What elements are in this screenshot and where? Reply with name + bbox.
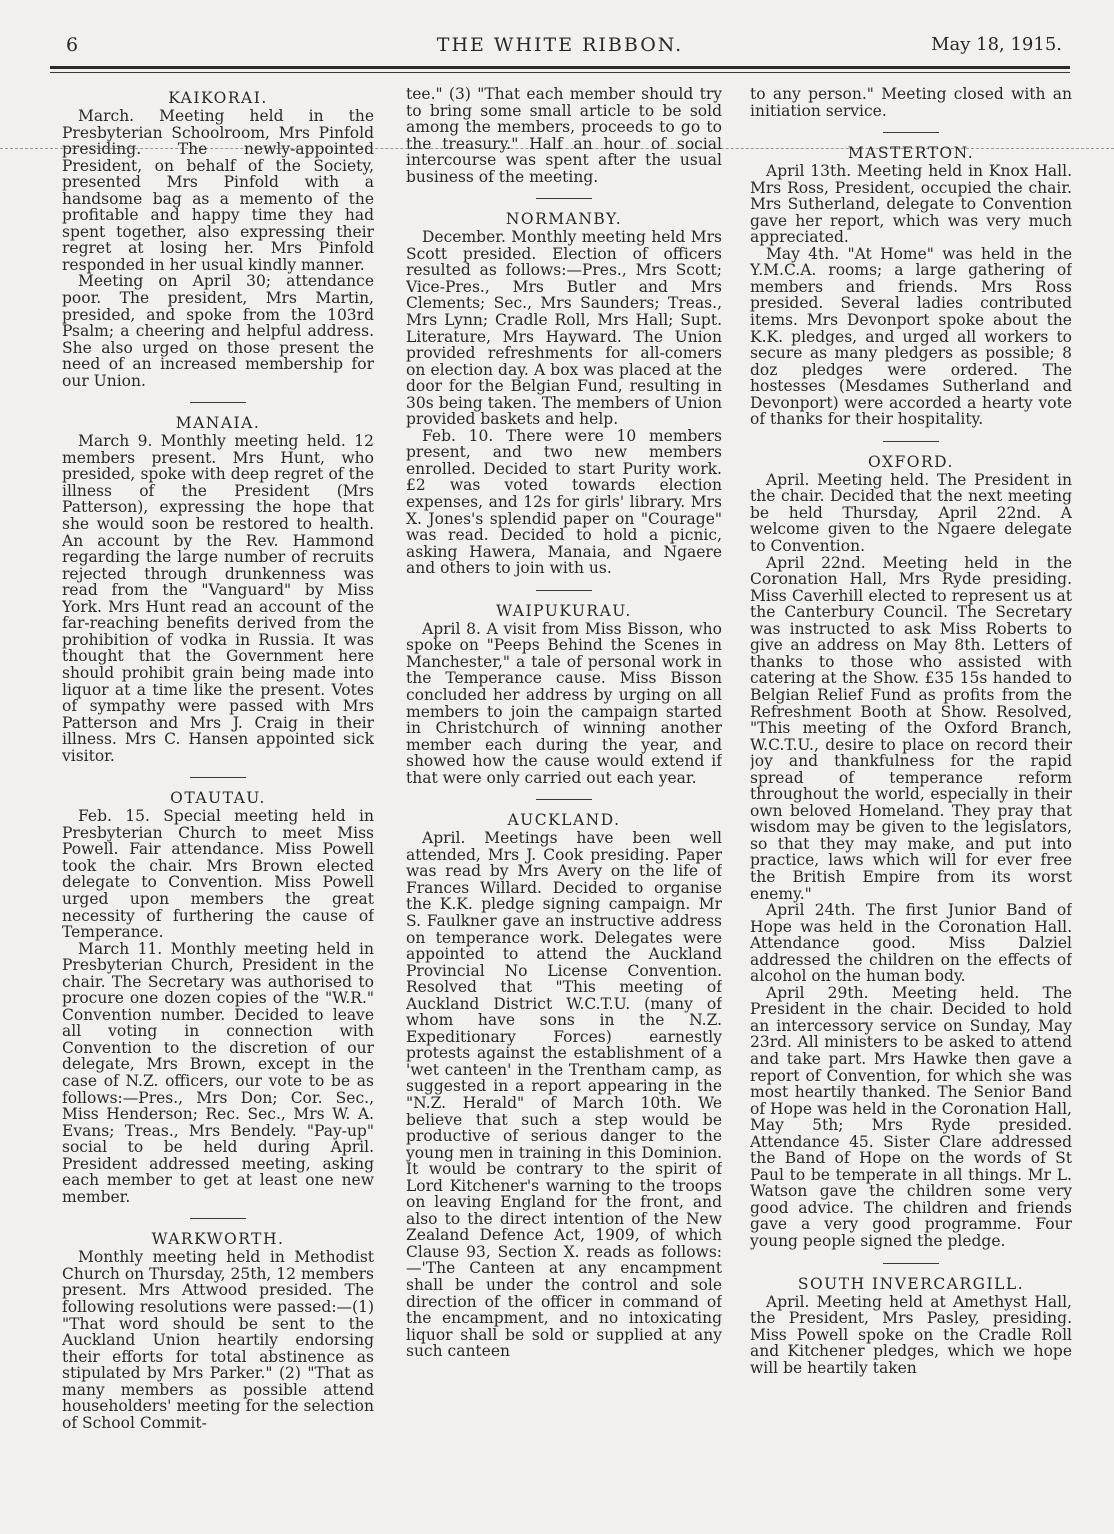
column-1 [62,86,374,1526]
column-2 [406,86,722,1526]
report-paragraph: May 4th. "At Home" was held in the Y.M.C.A. rooms; a large gathering of members and friends. Mrs Ross presided. Several ladies contributed items. Mrs Devonport spoke about the K.K. pledges, and urged all workers to secure as many pledgers as possible; 8 doz pledges were ordered. The hostesses (Mesdames Sutherland and Devonport) were accorded a hearty vote of thanks for their hospitality. [750,244,1072,429]
branch-heading: WARKWORTH. [151,1230,285,1249]
branch-heading: OXFORD. [868,452,954,471]
section-divider [883,1263,939,1264]
continued-paragraph: tee." (3) "That each member should try to bring some small article to be sold among the members, proceeds to go to the treasury." Half an hour of social intercourse was spent after the usual business of the meeting. [406,86,722,186]
section-divider [190,1218,246,1219]
section-divider [883,441,939,442]
report-paragraph: Feb. 10. There were 10 members present, and two new members enrolled. Decided to start Purity work. £2 was voted towards election expenses, and 12s for girls' library. Mrs X. Jones's splendid paper on "Courage" was read. Decided to hold a picnic, asking Hawera, Manaia, and Ngaere and others to join with us. [406,426,722,578]
branch-heading: KAIKORAI. [168,89,268,107]
publication-title: THE WHITE RIBBON. [436,34,684,56]
report-paragraph: December. Monthly meeting held Mrs Scott presided. Election of officers resulted as follows:—Pres., Mrs Scott; Vice-Pres., Mrs Butler and Mrs Clements; Sec., Mrs Saunders; Treas., Mrs Lynn; Cradle Roll, Mrs Hall; Supt. Literature, Mrs Hayward. The Union provided refreshments for all-comers on election day. A box was placed at the door for the Belgian Fund, resulting in 30s being taken. The members of Union provided baskets and help. [406,228,722,429]
branch-heading: OTAUTAU. [170,789,266,808]
issue-date: May 18, 1915. [931,34,1062,55]
report-paragraph: April. Meeting held at Amethyst Hall, the President, Mrs Pasley, presiding. Miss Powell spoke on the Cradle Roll and Kitchener pledges, which we hope will be heartily taken [750,1292,1072,1377]
report-paragraph: March 11. Monthly meeting held in Presbyterian Church, President in the chair. The Secretary was authorised to procure one dozen copies of the "W.R." Convention number. Decided to leave all voting in connection with Convention to the discretion of our delegate, Mrs Brown, except in the case of N.Z. officers, our vote to be as follows:—Pres., Mrs Don; Cor. Sec., Miss Henderson; Rec. Sec., Mrs W. A. Evans; Treas., Mrs Bendely. "Pay-up" social to be held during April. President addressed meeting, asking each member to get at least one new member. [62,939,374,1206]
section-divider [536,198,592,199]
report-paragraph: April 22nd. Meeting held in the Coronation Hall, Mrs Ryde presiding. Miss Caverhill elected to represent us at the Canterbury Council. The Secretary was instructed to ask Miss Roberts to give an address on May 8th. Letters of thanks to those who assisted with catering at the Show. £35 15s handed to Belgian Relief Fund as profits from the Refreshment Booth at Show. Resolved, "This meeting of the Oxford Branch, W.C.T.U., desire to place on record their joy and thankfulness for the rapid spread of temperance reform throughout the world, especially in their own beloved Homeland. They pray that wisdom may be given to the legislators, so that they may make, and put into practice, laws which will for ever free the British Empire from its worst enemy." [750,553,1072,903]
report-paragraph: April 24th. The first Junior Band of Hope was held in the Coronation Hall. Attendance good. Miss Dalziel addressed the children on the effects of alcohol on the human body. [750,901,1072,986]
report-paragraph: Meeting on April 30; attendance poor. The president, Mrs Martin, presided, and spoke from the 103rd Psalm; a cheering and helpful address. She also urged on those present the need of an increased membership for our Union. [62,272,374,390]
section-divider [190,777,246,778]
report-paragraph: April 13th. Meeting held in Knox Hall. Mrs Ross, President, occupied the chair. Mrs Sutherland, delegate to Convention gave her report, which was very much appreciated. [750,162,1072,247]
report-paragraph: Feb. 15. Special meeting held in Presbyterian Church to meet Miss Powell. Fair attendance. Miss Powell took the chair. Mrs Brown elected delegate to Convention. Miss Powell urged upon members the great necessity of furthering the cause of Temperance. [62,807,374,942]
branch-heading: MASTERTON. [847,144,975,163]
report-paragraph: April. Meeting held. The President in the chair. Decided that the next meeting be held Thursday, April 22nd. A welcome given to the Ngaere delegate to Convention. [750,470,1072,556]
branch-heading: AUCKLAND. [507,811,621,830]
section-divider [536,799,592,800]
branch-heading: WAIPUKURAU. [496,601,632,620]
section-divider [536,590,592,591]
continued-paragraph: to any person." Meeting closed with an initiation service. [750,86,1072,120]
report-paragraph: April. Meetings have been well attended, Mrs J. Cook presiding. Paper was read by Mrs Avery on the life of Frances Willard. Decided to organise the K.K. pledge signing campaign. Mr S. Faulkner gave an instructive address on temperance work. Delegates were appointed to attend the Auckland Provincial No License Convention. Resolved that "This meeting of Auckland District W.C.T.U. (many of whom have sons in the N.Z. Expeditionary Forces) earnestly protests against the establishment of a 'wet canteen' in the Trentham camp, as suggested in a report appearing in the "N.Z. Herald" of March 10th. We believe that such a step would be productive of serious danger to the young men in training in this Dominion. It would be contrary to the spirit of Lord Kitchener's warning to the troops on leaving England for the front, and also to the direct intention of the New Zealand Defence Act, 1909, of which Clause 93, Section X. reads as follows:—'The Canteen at any encampment shall be under the control and sole direction of the officer in command of the encampment, and no intoxicating liquor shall be sold or supplied at any such canteen [406,829,722,1361]
report-paragraph: Monthly meeting held in Methodist Church on Thursday, 25th, 12 members present. Mrs Attwood presided. The following resolutions were passed:—(1) "That word should be sent to the Auckland Union heartily endorsing their efforts for total abstinence as stipulated by Mrs Parker." (2) "That as many members as possible attend householders' meeting for the selection of School Commit- [62,1248,374,1432]
report-paragraph: April 8. A visit from Miss Bisson, who spoke on "Peeps Behind the Scenes in Manchester," a tale of personal work in the Temperance cause. Miss Bisson concluded her address by urging on all members to join the campaign started in Christchurch of winning another member each during the year, and showed how the cause would extend if that were only carried out each year. [406,619,722,787]
section-divider [190,402,246,403]
header-rule-thick [50,66,1070,69]
branch-heading: MANAIA. [175,414,261,433]
section-divider [883,132,939,133]
report-paragraph: April 29th. Meeting held. The President in the chair. Decided to hold an intercessory service on Sunday, May 23rd. All ministers to be asked to attend and take part. Mrs Hawke then gave a report of Convention, for which she was most heartily thanked. The Senior Band of Hope was held in the Coronation Hall, May 5th; Mrs Ryde presided. Attendance 45. Sister Clare addressed the Band of Hope on the words of St Paul to be temperate in all things. Mr L. Watson gave the children some very good advice. The children and friends gave a very good programme. Four young people signed the pledge. [750,983,1072,1250]
header-rule-thin [50,72,1070,73]
branch-heading: NORMANBY. [505,210,623,229]
branch-heading: SOUTH INVERCARGILL. [797,1274,1025,1293]
page-number: 6 [66,34,79,56]
column-3 [750,86,1072,1526]
report-paragraph: March. Meeting held in the Presbyterian Schoolroom, Mrs Pinfold presiding. The newly-appointed President, on behalf of the Society, presented Mrs Pinfold with a handsome bag as a memento of the profitable and happy time they had spent together, also expressing their regret at losing her. Mrs Pinfold responded in her usual kindly manner. [62,107,374,274]
page-header [50,34,1070,60]
report-paragraph: March 9. Monthly meeting held. 12 members present. Mrs Hunt, who presided, spoke with deep regret of the illness of the President (Mrs Patterson), expressing the hope that she would soon be restored to health. An account by the Rev. Hammond regarding the large number of recruits rejected through drunkenness was read from the "Vanguard" by Miss York. Mrs Hunt read an account of the far-reaching benefits derived from the prohibition of vodka in Russia. It was thought that the Government here should prohibit grain being made into liquor at a time like the present. Votes of sympathy were passed with Mrs Patterson and Mrs J. Craig in their illness. Mrs C. Hansen appointed sick visitor. [62,432,374,765]
